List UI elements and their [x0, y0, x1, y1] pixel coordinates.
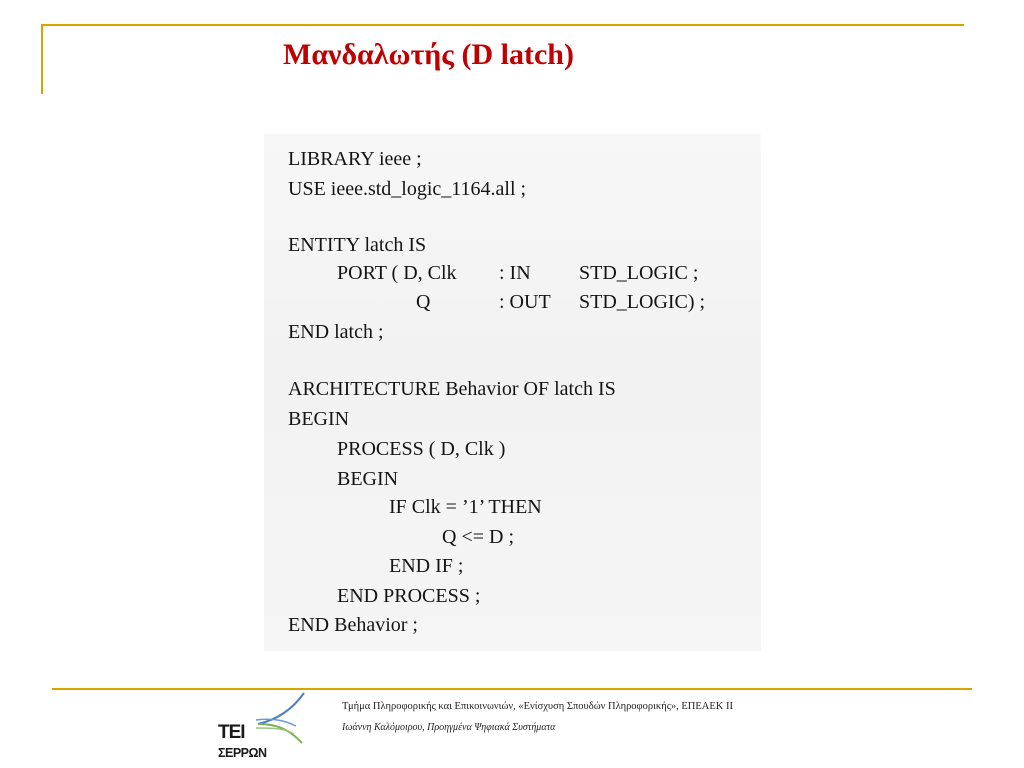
- code-token: Q: [416, 291, 431, 313]
- footer-course-text: Ιωάννη Καλόμοιρου, Προηγμένα Ψηφιακά Συστήματα: [342, 722, 556, 733]
- code-token: END latch ;: [288, 321, 384, 343]
- footer-accent-rule: [52, 688, 972, 690]
- footer-department-text: Τμήμα Πληροφορικής και Επικοινωνιών, «Ενίσχυση Σπουδών Πληροφορικής», ΕΠΕΑΕΚ ΙΙ: [342, 701, 733, 712]
- code-listing-image: [264, 134, 761, 651]
- code-token: ENTITY latch IS: [288, 234, 427, 256]
- code-token: END Behavior ;: [288, 614, 418, 636]
- code-token: STD_LOGIC ;: [579, 262, 699, 284]
- slide-title: Μανδαλωτής (D latch): [283, 38, 574, 71]
- code-token: END PROCESS ;: [337, 585, 481, 607]
- code-line: [264, 258, 699, 288]
- code-line: [264, 434, 506, 464]
- code-line: [264, 581, 481, 611]
- code-token: PROCESS ( D, Clk ): [337, 438, 506, 460]
- code-token: BEGIN: [288, 408, 350, 430]
- code-line: [264, 551, 464, 581]
- code-token: PORT ( D, Clk: [337, 262, 457, 284]
- code-line: [264, 144, 422, 174]
- code-token: : IN: [499, 262, 531, 284]
- code-line: [264, 287, 706, 317]
- code-token: BEGIN: [337, 468, 399, 490]
- code-token: ARCHITECTURE Behavior OF latch IS: [288, 378, 616, 400]
- code-token: STD_LOGIC) ;: [579, 291, 706, 313]
- code-line: [264, 317, 384, 347]
- code-line: [264, 492, 542, 522]
- logo-subtext: ΣΕΡΡΩΝ: [218, 746, 267, 760]
- code-token: : OUT: [499, 291, 551, 313]
- code-token: USE ieee.std_logic_1164.all ;: [288, 178, 527, 200]
- code-token: Q <= D ;: [442, 526, 515, 548]
- code-line: [264, 404, 350, 434]
- code-line: [264, 610, 418, 640]
- code-line: [264, 174, 527, 204]
- code-line: [264, 230, 427, 260]
- code-token: END IF ;: [389, 555, 464, 577]
- left-accent-rule: [41, 24, 43, 94]
- code-token: IF Clk = ’1’ THEN: [389, 496, 542, 518]
- code-line: [264, 522, 515, 552]
- logo-text: ΤΕΙ: [218, 722, 245, 743]
- code-token: LIBRARY ieee ;: [288, 148, 422, 170]
- code-line: [264, 374, 616, 404]
- code-line: [264, 464, 399, 494]
- top-accent-rule: [41, 24, 964, 26]
